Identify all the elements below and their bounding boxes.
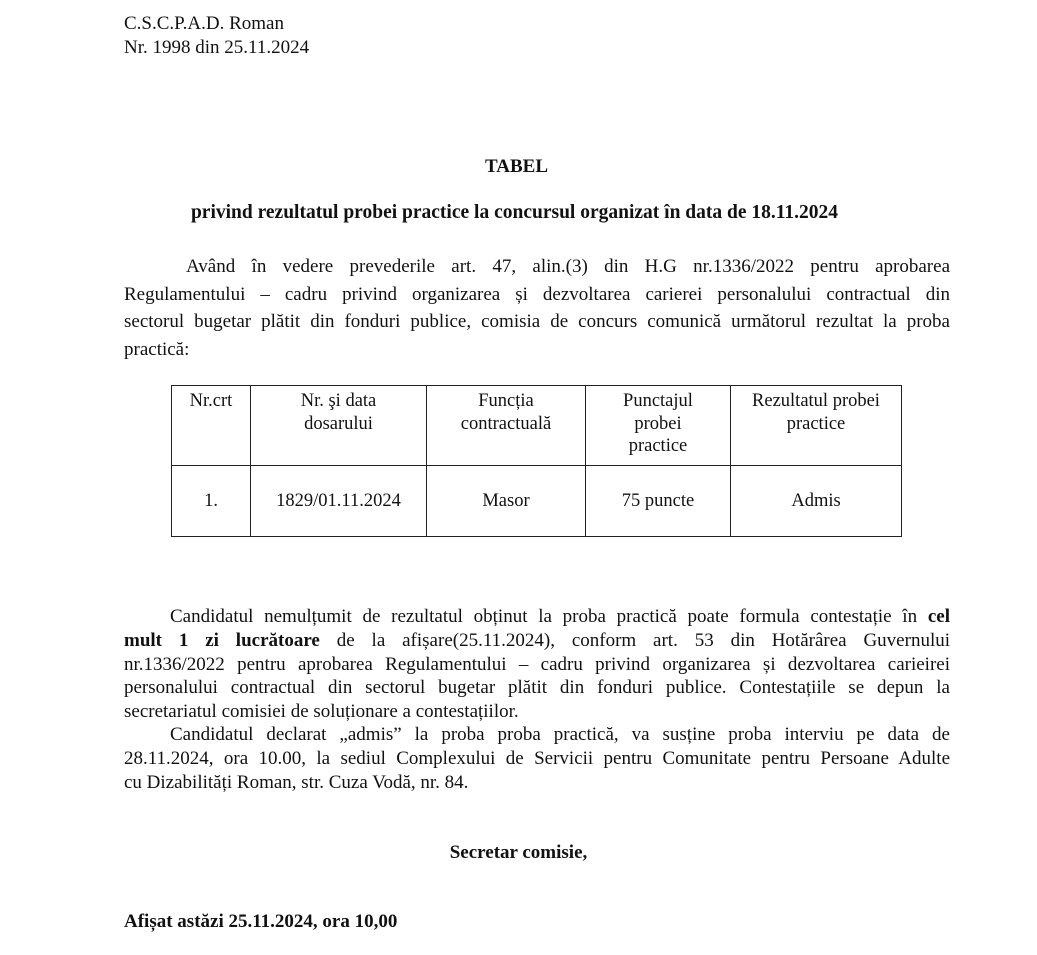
intro-line-1: Având în vedere prevederile art. 47, alin.(3) din H.G nr.1336/2022 pentru aprobarea	[186, 256, 950, 277]
contest-line-4: personalului contractual din sectorul bugetar plătit din fonduri publice. Contestațiile se depun la	[124, 677, 950, 699]
table-row	[172, 466, 902, 537]
registration-number: Nr. 1998 din 25.11.2024	[124, 37, 310, 58]
document-subtitle: privind rezultatul probei practice la concursul organizat în data de 18.11.2024	[190, 202, 839, 223]
results-table	[171, 385, 902, 537]
institution-name: C.S.C.P.A.D. Roman	[124, 13, 284, 34]
interview-line-1: Candidatul declarat „admis” la proba proba practică, va susține proba interviu pe data de	[170, 724, 950, 745]
posted-date: Afișat astăzi 25.11.2024, ora 10,00	[124, 911, 398, 932]
document-title: TABEL	[484, 156, 548, 177]
contest-line-2: mult 1 zi lucrătoare de la afișare(25.11.2024), conform art. 53 din Hotărârea Guvernului	[124, 629, 950, 651]
intro-paragraph	[124, 253, 950, 363]
intro-line-3: sectorul bugetar plătit din fonduri publice, comisia de concurs comunică următorul rezultat la proba	[124, 311, 950, 332]
table-header-row	[172, 386, 902, 466]
cell-dosar: 1829/01.11.2024	[251, 466, 427, 537]
contest-line-3: nr.1336/2022 pentru aprobarea Regulamentului – cadru privind organizarea și dezvoltarea carieirei	[124, 653, 950, 675]
contest-paragraph	[124, 605, 950, 724]
intro-line-4: practică:	[124, 338, 190, 360]
interview-paragraph	[124, 723, 950, 795]
cell-punctaj: 75 puncte	[586, 466, 731, 537]
interview-line-3: cu Dizabilități Roman, str. Cuza Vodă, nr. 84.	[124, 772, 469, 793]
interview-line-2: 28.11.2024, ora 10.00, la sediul Complexului de Servicii pentru Comunitate pentru Persoane Adulte	[124, 748, 950, 769]
header-rezultat: Rezultatul probei practice	[731, 386, 902, 466]
header-functia: Funcția contractuală	[427, 386, 586, 466]
cell-functia: Masor	[427, 466, 586, 537]
contest-line-5: secretariatul comisiei de soluționare a contestațiilor.	[124, 701, 519, 723]
header-nr-crt: Nr.crt	[172, 386, 251, 466]
contest-line-1: Candidatul nemulțumit de rezultatul obținut la proba practică poate formula contestație în cel	[170, 606, 950, 627]
cell-nr-crt: 1.	[172, 466, 251, 537]
header-dosar: Nr. şi data dosarului	[251, 386, 427, 466]
cell-rezultat: Admis	[731, 466, 902, 537]
signature-label: Secretar comisie,	[449, 842, 588, 863]
intro-line-2: Regulamentului – cadru privind organizarea și dezvoltarea carierei personalului contractual din	[124, 283, 950, 305]
header-punctaj: Punctajul probei practice	[586, 386, 731, 466]
